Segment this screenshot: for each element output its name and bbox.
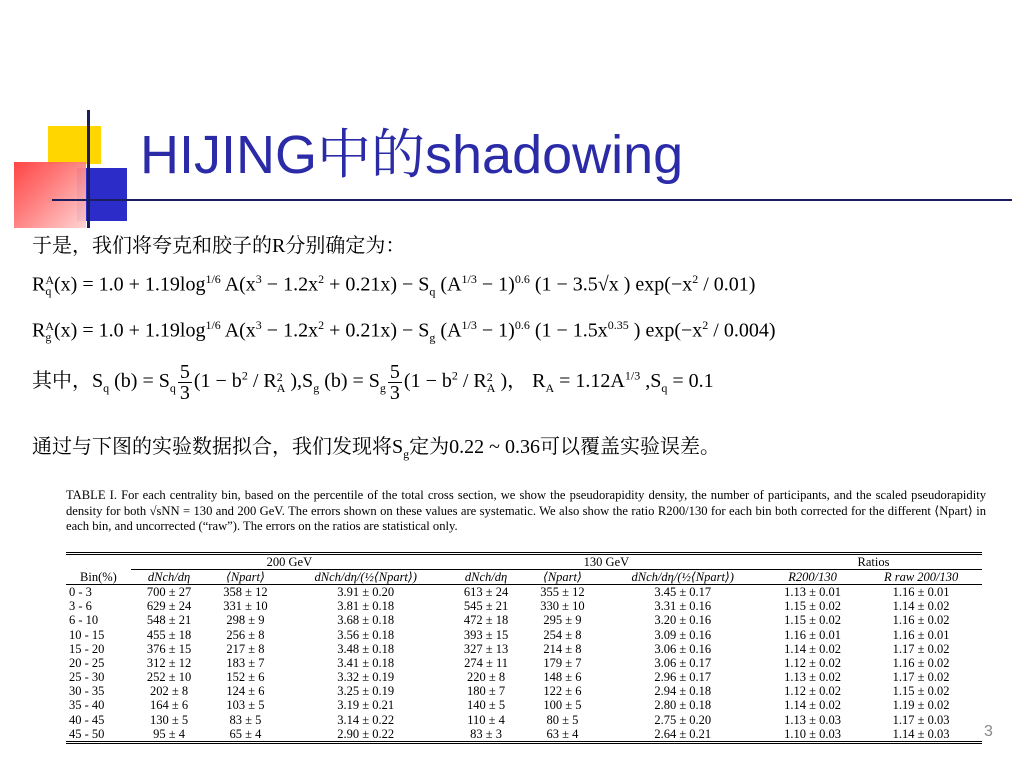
table-cell: 3.32 ± 0.19 <box>337 670 395 685</box>
eq3-part: A <box>486 380 496 395</box>
table-cell: 331 ± 10 <box>223 599 268 614</box>
page-number: 3 <box>984 723 993 740</box>
table-cell: 1.16 ± 0.02 <box>892 613 950 628</box>
table-cell: 152 ± 6 <box>226 670 265 685</box>
eq1-part: + 0.21x) − S <box>324 273 430 296</box>
table-cell: 3.81 ± 0.18 <box>337 599 395 614</box>
table-cell: 1.16 ± 0.02 <box>892 655 950 670</box>
eq1-part: (A <box>435 273 462 296</box>
data-table-figure <box>66 488 986 763</box>
eq2-part: − 1.2x <box>261 319 319 342</box>
eq2-lhs-sup: A <box>45 319 55 334</box>
table-cell: 25 - 30 <box>69 670 105 685</box>
table-cell: 3.45 ± 0.17 <box>654 584 712 599</box>
eq2-part: (x) = 1.0 + 1.19log <box>54 319 206 342</box>
table-row <box>66 585 982 600</box>
table-cell: 65 ± 4 <box>229 726 262 741</box>
eq2-part: (1 − 1.5x <box>529 319 608 342</box>
eq3-part: ,S <box>640 370 662 393</box>
table-cell: 164 ± 6 <box>150 698 189 713</box>
table-cell: 700 ± 27 <box>146 584 192 599</box>
table-cell: 3.14 ± 0.22 <box>337 712 395 727</box>
table-cell: 455 ± 18 <box>146 627 192 642</box>
table-group-header: 200 GeV <box>131 554 448 570</box>
table-cell: 2.96 ± 0.17 <box>654 670 712 685</box>
eq2-part: 0.6 <box>514 318 530 332</box>
eq2-part: ) exp(−x <box>628 319 703 342</box>
table-cell: 110 ± 4 <box>467 712 505 727</box>
eq3-part: 其中， <box>32 370 92 393</box>
table-cell: 3.31 ± 0.16 <box>654 599 712 614</box>
table-cell: 393 ± 15 <box>463 627 509 642</box>
eq3-part: = 1.12A <box>554 370 625 393</box>
table-cell: 358 ± 12 <box>223 584 268 599</box>
table-cell: 1.13 ± 0.02 <box>784 670 841 685</box>
table-cell: 3.48 ± 0.18 <box>337 641 395 656</box>
table-cell: 202 ± 8 <box>150 684 189 699</box>
table-cell: 179 ± 7 <box>543 655 582 670</box>
eq3-part: ),S <box>285 370 314 393</box>
eq3-fraction <box>388 362 402 403</box>
table-cell: 254 ± 8 <box>543 627 582 642</box>
table-cell: 256 ± 8 <box>226 627 265 642</box>
table-cell: 1.14 ± 0.02 <box>892 599 950 614</box>
table-column-header: dNch/dη <box>147 569 191 584</box>
table-cell: 1.15 ± 0.02 <box>892 684 950 699</box>
eq3-part: A <box>545 381 555 396</box>
eq3-part: 1/3 <box>624 368 641 383</box>
deco-red-square <box>14 162 86 228</box>
eq1-part: 2 <box>692 272 699 286</box>
eq2-part: A(x <box>220 319 256 342</box>
eq3-part: q <box>661 381 668 396</box>
table-cell: 1.14 ± 0.03 <box>892 726 950 741</box>
table-caption: TABLE I. For each centrality bin, based on the percentile of the total cross section, we show the pseudorapidity density, the number of participants, and the scaled pseudorapidity density for both √sNN = 130 and 200 GeV. The errors shown on these values are systematic. We also show the ratio R200/130 for each bin both corrected for the different ⟨Npart⟩ in each bin, and uncorrected (“raw”). The errors on the ratios are statistical only. <box>66 488 986 533</box>
table-header-row <box>66 570 982 585</box>
table-group-blank <box>66 554 131 570</box>
eq3-part: (1 − b <box>403 370 452 393</box>
eq3-part: S <box>92 370 104 393</box>
table-cell: 1.15 ± 0.02 <box>784 599 841 614</box>
table-row <box>66 685 982 699</box>
table-cell: 1.14 ± 0.02 <box>784 641 841 656</box>
table-cell: 180 ± 7 <box>467 684 506 699</box>
table-row <box>66 713 982 727</box>
table-row <box>66 614 982 628</box>
table-cell: 6 - 10 <box>69 613 99 628</box>
table-cell: 1.16 ± 0.01 <box>784 627 841 642</box>
table-row <box>66 671 982 685</box>
table-cell: 3 - 6 <box>69 599 92 614</box>
table-cell: 220 ± 8 <box>467 670 506 685</box>
table-cell: 30 - 35 <box>69 684 105 699</box>
table-cell: 1.12 ± 0.02 <box>784 684 841 699</box>
table-cell: 103 ± 5 <box>226 698 265 713</box>
table-row <box>66 642 982 656</box>
table-cell: 148 ± 6 <box>543 670 582 685</box>
eq1-lhs: R <box>32 273 46 296</box>
table-cell: 330 ± 10 <box>540 599 585 614</box>
table-cell: 3.56 ± 0.18 <box>337 627 395 642</box>
table-cell: 548 ± 21 <box>146 613 192 628</box>
table-cell: 63 ± 4 <box>546 726 579 741</box>
table-cell: 100 ± 5 <box>543 698 582 713</box>
table-cell: 1.15 ± 0.02 <box>784 613 841 628</box>
table-cell: 3.06 ± 0.16 <box>654 641 712 656</box>
eq3-part: = 0.1 <box>667 370 714 393</box>
eq1-part: (x) = 1.0 + 1.19log <box>54 273 206 296</box>
eq3-part: 2 <box>451 368 458 383</box>
conclusion-part: g <box>403 447 410 461</box>
eq1-part: (1 − 3.5√x ) exp(−x <box>529 273 693 296</box>
table-row <box>66 727 982 743</box>
table-cell: 629 ± 24 <box>146 599 192 614</box>
eq1-part: A(x <box>220 273 256 296</box>
eq2-part: 1/3 <box>461 318 477 332</box>
table-row <box>66 656 982 670</box>
table-cell: 312 ± 12 <box>146 655 192 670</box>
table-cell: 3.19 ± 0.21 <box>337 698 395 713</box>
equation-definitions <box>32 362 714 403</box>
table-column-header: ⟨Npart⟩ <box>225 569 265 584</box>
table-cell: 3.09 ± 0.16 <box>654 627 712 642</box>
table-cell: 214 ± 8 <box>543 641 582 656</box>
table-cell: 124 ± 6 <box>226 684 265 699</box>
table-cell: 1.17 ± 0.03 <box>892 712 950 727</box>
eq1-part: − 1.2x <box>261 273 319 296</box>
eq1-part: q <box>429 284 436 299</box>
title-underline <box>52 199 1012 201</box>
table-cell: 472 ± 18 <box>463 613 509 628</box>
table-cell: 0 - 3 <box>69 584 92 599</box>
eq2-part: 2 <box>318 318 325 332</box>
table-cell: 252 ± 10 <box>146 670 192 685</box>
table-group-header: 130 GeV <box>448 554 765 570</box>
table-cell: 183 ± 7 <box>226 655 265 670</box>
table-cell: 376 ± 15 <box>146 641 192 656</box>
data-table <box>66 552 982 744</box>
table-cell: 3.91 ± 0.20 <box>337 584 395 599</box>
table-cell: 355 ± 12 <box>540 584 585 599</box>
table-cell: 327 ± 13 <box>463 641 509 656</box>
table-cell: 1.17 ± 0.02 <box>892 670 950 685</box>
eq3-part: g <box>313 381 320 396</box>
deco-yellow-square <box>48 126 101 164</box>
table-cell: 35 - 40 <box>69 698 105 713</box>
eq1-part: − 1) <box>476 273 515 296</box>
table-cell: 1.16 ± 0.01 <box>892 627 950 642</box>
eq3-part: / R <box>457 370 487 393</box>
eq1-lhs-sup: A <box>45 273 55 288</box>
table-cell: 45 - 50 <box>69 726 105 741</box>
eq3-part: 2 <box>241 368 248 383</box>
conclusion-part: 通过与下图的实验数据拟合，我们发现将S <box>32 436 404 458</box>
table-cell: 20 - 25 <box>69 655 105 670</box>
table-cell: 10 - 15 <box>69 627 105 642</box>
table-cell: 122 ± 6 <box>543 684 582 699</box>
table-row <box>66 699 982 713</box>
eq3-fraction <box>178 362 192 403</box>
eq3-part: 2 <box>276 369 283 384</box>
deco-vertical-line <box>87 110 90 228</box>
eq3-part: g <box>379 381 386 396</box>
table-column-header: ⟨Npart⟩ <box>542 569 582 584</box>
eq2-part: − 1) <box>476 319 515 342</box>
eq3-part: (b) = S <box>319 370 380 393</box>
eq2-part: 1/6 <box>205 318 221 332</box>
table-cell: 2.80 ± 0.18 <box>654 698 712 713</box>
equation-quark <box>32 272 755 300</box>
table-row <box>66 600 982 614</box>
intro-text: 于是，我们将夸克和胶子的R分别确定为： <box>32 235 406 257</box>
eq1-part: 1/3 <box>461 272 477 286</box>
table-column-header: dNch/dη/(½⟨Npart⟩) <box>631 569 734 584</box>
table-group-header: Ratios <box>765 554 982 570</box>
eq2-part: 0.35 <box>607 318 629 332</box>
conclusion-text <box>32 430 720 462</box>
table-cell: 3.41 ± 0.18 <box>337 655 395 670</box>
table-cell: 1.17 ± 0.02 <box>892 641 950 656</box>
table-cell: 545 ± 21 <box>463 599 509 614</box>
eq3-part: (1 − b <box>193 370 242 393</box>
eq3-part: )， R <box>495 370 546 393</box>
eq3-part: 2 <box>486 369 493 384</box>
table-column-header: R200/130 <box>788 569 837 584</box>
eq3-part: q <box>103 381 110 396</box>
eq1-part: 1/6 <box>205 272 221 286</box>
eq3-part: (b) = S <box>109 370 170 393</box>
table-cell: 1.10 ± 0.03 <box>784 726 841 741</box>
table-cell: 2.90 ± 0.22 <box>337 726 395 741</box>
eq2-lhs-sub: g <box>45 330 52 345</box>
eq1-part: / 0.01) <box>698 273 756 296</box>
table-cell: 217 ± 8 <box>226 641 265 656</box>
table-row <box>66 628 982 642</box>
eq1-part: 0.6 <box>514 272 530 286</box>
table-cell: 298 ± 9 <box>226 613 265 628</box>
table-cell: 2.75 ± 0.20 <box>654 712 712 727</box>
table-cell: 1.13 ± 0.01 <box>784 584 841 599</box>
slide-title: HIJING中的shadowing <box>140 125 684 185</box>
eq3-frac-num: 5 <box>389 361 400 383</box>
eq3-frac-num: 5 <box>179 361 190 383</box>
eq1-lhs-sub: q <box>45 284 52 299</box>
table-cell: 2.64 ± 0.21 <box>654 726 712 741</box>
eq2-part: g <box>429 330 436 345</box>
eq1-part: 3 <box>255 272 262 286</box>
table-column-header: dNch/dη/(½⟨Npart⟩) <box>314 569 417 584</box>
eq2-part: 3 <box>255 318 262 332</box>
table-cell: 295 ± 9 <box>543 613 582 628</box>
table-cell: 80 ± 5 <box>546 712 579 727</box>
eq3-part: q <box>169 381 176 396</box>
table-cell: 1.13 ± 0.03 <box>784 712 841 727</box>
eq3-frac-den: 3 <box>389 382 400 404</box>
table-cell: 2.94 ± 0.18 <box>654 684 712 699</box>
table-cell: 40 - 45 <box>69 712 105 727</box>
table-column-header: dNch/dη <box>464 569 508 584</box>
table-cell: 130 ± 5 <box>150 712 189 727</box>
table-cell: 3.06 ± 0.17 <box>654 655 712 670</box>
table-column-header: R raw 200/130 <box>883 569 959 584</box>
table-cell: 3.68 ± 0.18 <box>337 613 395 628</box>
table-cell: 274 ± 11 <box>464 655 509 670</box>
table-cell: 1.19 ± 0.02 <box>892 698 950 713</box>
table-cell: 1.12 ± 0.02 <box>784 655 841 670</box>
table-cell: 613 ± 24 <box>463 584 509 599</box>
table-cell: 1.14 ± 0.02 <box>784 698 841 713</box>
table-column-header: Bin(%) <box>80 569 117 584</box>
table-body <box>66 585 982 743</box>
table-cell: 95 ± 4 <box>153 726 185 741</box>
eq3-part: A <box>276 380 286 395</box>
table-cell: 83 ± 5 <box>229 712 262 727</box>
table-cell: 3.25 ± 0.19 <box>337 684 395 699</box>
eq2-part: + 0.21x) − S <box>324 319 430 342</box>
equation-gluon <box>32 318 775 346</box>
eq2-part: 2 <box>702 318 709 332</box>
eq1-part: 2 <box>318 272 325 286</box>
table-cell: 3.20 ± 0.16 <box>654 613 712 628</box>
eq2-part: (A <box>435 319 462 342</box>
conclusion-part: 定为0.22 ~ 0.36可以覆盖实验误差。 <box>409 436 720 458</box>
eq3-frac-den: 3 <box>179 382 190 404</box>
table-cell: 140 ± 5 <box>467 698 506 713</box>
eq3-part: / R <box>247 370 277 393</box>
table-cell: 15 - 20 <box>69 641 105 656</box>
eq2-part: / 0.004) <box>708 319 776 342</box>
eq2-lhs: R <box>32 319 46 342</box>
table-cell: 1.16 ± 0.01 <box>892 584 950 599</box>
table-cell: 83 ± 3 <box>470 726 503 741</box>
